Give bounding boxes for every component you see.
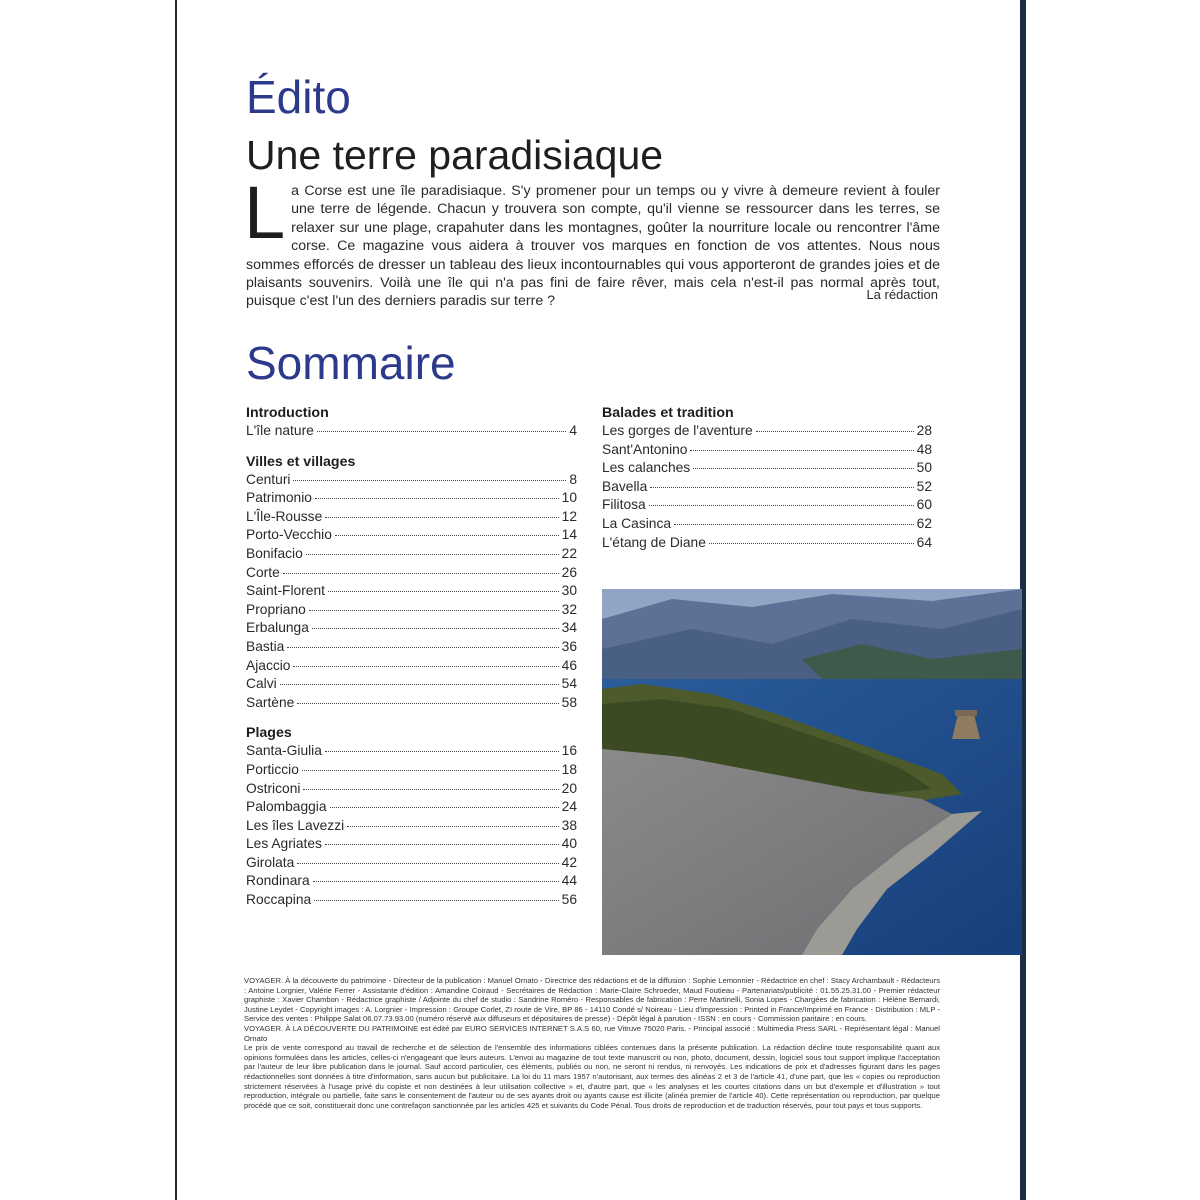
toc-entry-label: Les îles Lavezzi <box>246 817 345 833</box>
toc-entry-label: Centuri <box>246 471 291 487</box>
edito-text: a Corse est une île paradisiaque. S'y promener pour un temps ou y vivre à demeure revient à fouler une terre de légende. Chacun y trouvera son compte, qu'il vienne se ressourcer dans les terres, se relaxer sur une plage, crapahuter dans les montagnes, goûter la nourriture locale ou rencontrer l'âme corse. Ce magazine vous aidera à trouver vos marques en fonction de vos attentes. Nous nous sommes efforcés de dresser un tableau des lieux incontournables qui vous apporteront de grandes joies et de plaisants souvenirs. Voilà une île qui n'a pas fini de faire rêver, mais cela n'est-il pas normal après tout, puisque c'est l'un des derniers paradis sur terre ? <box>246 183 940 310</box>
edito-title: Édito <box>246 71 351 123</box>
toc-entry-page: 22 <box>561 545 577 561</box>
toc-entry-page: 32 <box>561 601 577 617</box>
toc-entry-label: Porticcio <box>246 761 299 777</box>
toc-section-villes-et-villages <box>246 453 577 713</box>
toc-entry-label: Les calanches <box>602 460 691 476</box>
toc-entry-label: Ajaccio <box>246 657 291 673</box>
toc-entry-page: 60 <box>916 497 932 513</box>
toc-entry-label: Santa-Giulia <box>246 743 322 759</box>
toc-entry-label: Bastia <box>246 638 285 654</box>
toc-entry[interactable] <box>246 817 577 836</box>
toc-dot-leader <box>313 881 559 882</box>
toc-dot-leader <box>330 807 559 808</box>
toc-entry[interactable] <box>246 742 577 761</box>
credits-staff: VOYAGER. À la découverte du patrimoine - Directeur de la publication : Manuel Ornato - Directrice des rédactions et de la diffusion : Sophie Lemonnier - Rédactrice en chef : Stacy Archambault - Rédacteurs : Antoine Lorgnier, Valérie Ferrer - Assistante d'édition : Amandine Coiraud - Secrétaires de Rédaction : Marie-Claire Schroeder, Maud Foutieau - Partenariats/publicité : 01.55.25.31.00 - Premier rédacteur graphiste : Xavier Chambon - Rédactrice graphiste / Adjointe du chef de studio : Sandrine Roméro - Responsables de fabrication : Perre Martinelli, Sonia Lopes - Chargées de fabrication : Hélène Bernardi, Justine Leydet - Copyright images : A. Lorgnier - Impression : Groupe Corlet, ZI route de Vire, BP 86 - 14110 Condé s/ Noireau - Lieu d'impression : Printed in France/Imprimé en France - Distribution : MLP - Service des ventes : Philippe Salat 06.07.73.93.00 (numéro réservé aux diffuseurs et dépositaires de presse) - Dépôt légal à parution - ISSN : en cours - Commission paritaire : en cours. <box>244 976 940 1024</box>
toc-dot-leader <box>314 900 558 901</box>
toc-entry[interactable] <box>246 619 577 638</box>
credits-legal: Le prix de vente correspond au travail de recherche et de sélection de l'ensemble des informations ciblées contenues dans la présente publication. La rédaction décline toute responsabilité quant aux opinions formulées dans les articles, celles-ci n'engageant que leurs auteurs. L'envoi au magazine de tout texte manuscrit ou non, photo, document, dessin, logiciel sous tout support implique l'acceptation par l'auteur de leur libre publication dans le journal. Sauf accord particulier, ces éléments, publiés ou non, ne seront ni rendus, ni renvoyés. Les indications de prix et d'adresses figurant dans les pages rédactionnelles sont données à titre d'information, sans aucun but publicitaire. La loi du 11 mars 1957 n'autorisant, aux termes des alinéas 2 et 3 de l'article 41, d'une part, que les « copies ou reproduction strictement réservées à l'usage privé du copiste et non destinées à leur utilisation collective » et, d'autre part, que « les analyses et les courtes citations dans un but d'exemple et d'illustration » tout reproduction, intégrale ou partielle, faite sans le consentement de l'auteur ou de ses ayants droit ou ayants cause est illicite (alinéa premier de l'article 40). Cette représentation ou reproduction, par quelque procédé que ce soit, constituerait donc une contrefaçon sanctionnée par les articles 425 et suivants du Code Pénal. Tous droits de reproduction et de traduction réservés, pour tout pays et tous supports. <box>244 1043 940 1110</box>
toc-dot-leader <box>309 610 559 611</box>
toc-entry-page: 44 <box>561 873 577 889</box>
toc-dot-leader <box>283 573 559 574</box>
toc-dot-leader <box>303 789 558 790</box>
toc-dot-leader <box>690 450 913 451</box>
toc-entry[interactable] <box>246 854 577 873</box>
toc-entry-page: 56 <box>561 892 577 908</box>
credits-block <box>244 976 940 1110</box>
toc-entry-page: 16 <box>561 743 577 759</box>
toc-section-heading: Balades et tradition <box>602 405 734 421</box>
toc-entry[interactable] <box>246 891 577 910</box>
toc-section-plages <box>246 724 577 909</box>
toc-entry[interactable] <box>246 780 577 799</box>
toc-entry[interactable] <box>246 657 577 676</box>
toc-entry-label: La Casinca <box>602 515 672 531</box>
toc-entry-label: Rondinara <box>246 873 310 889</box>
toc-entry-page: 48 <box>916 441 932 457</box>
toc-dot-leader <box>650 487 913 488</box>
toc-entry[interactable] <box>246 761 577 780</box>
toc-entry[interactable] <box>246 872 577 891</box>
toc-dot-leader <box>693 468 913 469</box>
toc-entry[interactable] <box>246 798 577 817</box>
toc-dot-leader <box>674 524 914 525</box>
toc-dot-leader <box>312 628 559 629</box>
toc-entry-page: 4 <box>569 423 577 438</box>
toc-entry[interactable] <box>602 515 932 534</box>
toc-entry-page: 20 <box>561 780 577 796</box>
toc-entry-label: Patrimonio <box>246 490 312 506</box>
toc-entry-label: Ostriconi <box>246 780 301 796</box>
toc-entry[interactable] <box>246 675 577 694</box>
toc-entry-page: 42 <box>561 854 577 870</box>
toc-dot-leader <box>335 535 559 536</box>
toc-entry[interactable] <box>602 496 932 515</box>
toc-entry-label: Bonifacio <box>246 545 303 561</box>
toc-dot-leader <box>325 844 559 845</box>
toc-entry-label: Propriano <box>246 601 306 617</box>
toc-entry[interactable] <box>246 638 577 657</box>
toc-entry[interactable] <box>602 534 932 553</box>
toc-dot-leader <box>709 543 914 544</box>
toc-entry-page: 14 <box>561 527 577 543</box>
toc-entry-label: Les Agriates <box>246 836 322 852</box>
toc-entry[interactable] <box>246 508 577 527</box>
toc-entry-page: 62 <box>916 515 932 531</box>
toc-dot-leader <box>293 480 566 481</box>
toc-entry-page: 8 <box>569 471 577 487</box>
toc-entry-page: 12 <box>561 508 577 524</box>
toc-entry-label: Girolata <box>246 854 295 870</box>
toc-entry-label: L'Île-Rousse <box>246 508 323 524</box>
toc-entry[interactable] <box>246 582 577 601</box>
toc-entry-label: Palombaggia <box>246 799 327 815</box>
toc-entry-label: Sant'Antonino <box>602 441 688 457</box>
toc-section-heading: Villes et villages <box>246 453 356 470</box>
toc-dot-leader <box>287 647 558 648</box>
toc-entry[interactable] <box>246 422 577 441</box>
coastline-photo <box>602 589 1022 955</box>
toc-dot-leader <box>297 703 558 704</box>
toc-entry-label: Sartène <box>246 694 295 710</box>
toc-entry-page: 36 <box>561 638 577 654</box>
edito-subtitle: Une terre paradisiaque <box>246 132 664 178</box>
toc-entry-page: 10 <box>561 490 577 506</box>
edito-signature: La rédaction <box>866 287 938 302</box>
toc-dot-leader <box>315 498 559 499</box>
toc-entry-page: 58 <box>561 694 577 710</box>
toc-entry-page: 26 <box>561 564 577 580</box>
toc-dot-leader <box>302 770 559 771</box>
toc-entry-page: 64 <box>916 534 932 550</box>
toc-dot-leader <box>328 591 559 592</box>
toc-dot-leader <box>280 684 559 685</box>
toc-entry-page: 52 <box>916 478 932 494</box>
toc-entry-page: 46 <box>561 657 577 673</box>
toc-entry[interactable] <box>602 459 932 478</box>
toc-entry[interactable] <box>602 478 932 497</box>
toc-dot-leader <box>756 431 914 432</box>
toc-entry[interactable] <box>246 694 577 713</box>
toc-entry-page: 50 <box>916 460 932 476</box>
toc-dot-leader <box>325 751 559 752</box>
toc-entry[interactable] <box>246 526 577 545</box>
toc-entry[interactable] <box>602 422 932 441</box>
toc-entry-page: 24 <box>561 799 577 815</box>
toc-dot-leader <box>317 431 566 432</box>
toc-entry-label: Calvi <box>246 676 277 692</box>
toc-section-heading: Introduction <box>246 405 329 421</box>
toc-entry-label: Bavella <box>602 478 648 494</box>
toc-entry-page: 34 <box>561 620 577 636</box>
credits-publisher: VOYAGER. À LA DÉCOUVERTE DU PATRIMOINE est édité par EURO SERVICES INTERNET S.A.S 60, rue Vitruve 75020 Paris. - Principal associé : Multimedia Press SARL - Représentant légal : Manuel Ornato <box>244 1023 940 1043</box>
sommaire-title: Sommaire <box>246 337 456 389</box>
toc-dot-leader <box>297 863 558 864</box>
toc-entry-page: 54 <box>561 676 577 692</box>
toc-entry[interactable] <box>246 564 577 583</box>
toc-section-balades-et-tradition <box>602 404 932 552</box>
drop-cap: L <box>244 171 286 254</box>
toc-entry[interactable] <box>602 441 932 460</box>
toc-section-heading: Plages <box>246 725 292 742</box>
toc-entry-page: 38 <box>561 817 577 833</box>
toc-left-column <box>246 404 577 922</box>
toc-dot-leader <box>325 517 558 518</box>
toc-entry-page: 28 <box>916 423 932 438</box>
toc-entry[interactable] <box>246 545 577 564</box>
toc-entry-label: Saint-Florent <box>246 583 325 599</box>
toc-dot-leader <box>293 666 558 667</box>
toc-dot-leader <box>649 505 914 506</box>
toc-entry-label: Les gorges de l'aventure <box>602 423 753 438</box>
toc-entry-page: 30 <box>561 583 577 599</box>
toc-entry[interactable] <box>246 471 577 490</box>
toc-entry[interactable] <box>246 601 577 620</box>
toc-entry-label: L'île nature <box>246 423 314 438</box>
toc-entry[interactable] <box>246 489 577 508</box>
toc-entry-label: Porto-Vecchio <box>246 527 332 543</box>
toc-section-introduction <box>246 404 577 441</box>
toc-entry-label: Filitosa <box>602 497 646 513</box>
toc-dot-leader <box>306 554 559 555</box>
toc-entry-page: 18 <box>561 761 577 777</box>
toc-entry-label: L'étang de Diane <box>602 534 706 550</box>
toc-dot-leader <box>347 826 558 827</box>
toc-entry-label: Erbalunga <box>246 620 309 636</box>
toc-entry-label: Roccapina <box>246 892 312 908</box>
toc-right-column <box>602 404 932 564</box>
toc-entry[interactable] <box>246 835 577 854</box>
toc-entry-page: 40 <box>561 836 577 852</box>
toc-entry-label: Corte <box>246 564 280 580</box>
